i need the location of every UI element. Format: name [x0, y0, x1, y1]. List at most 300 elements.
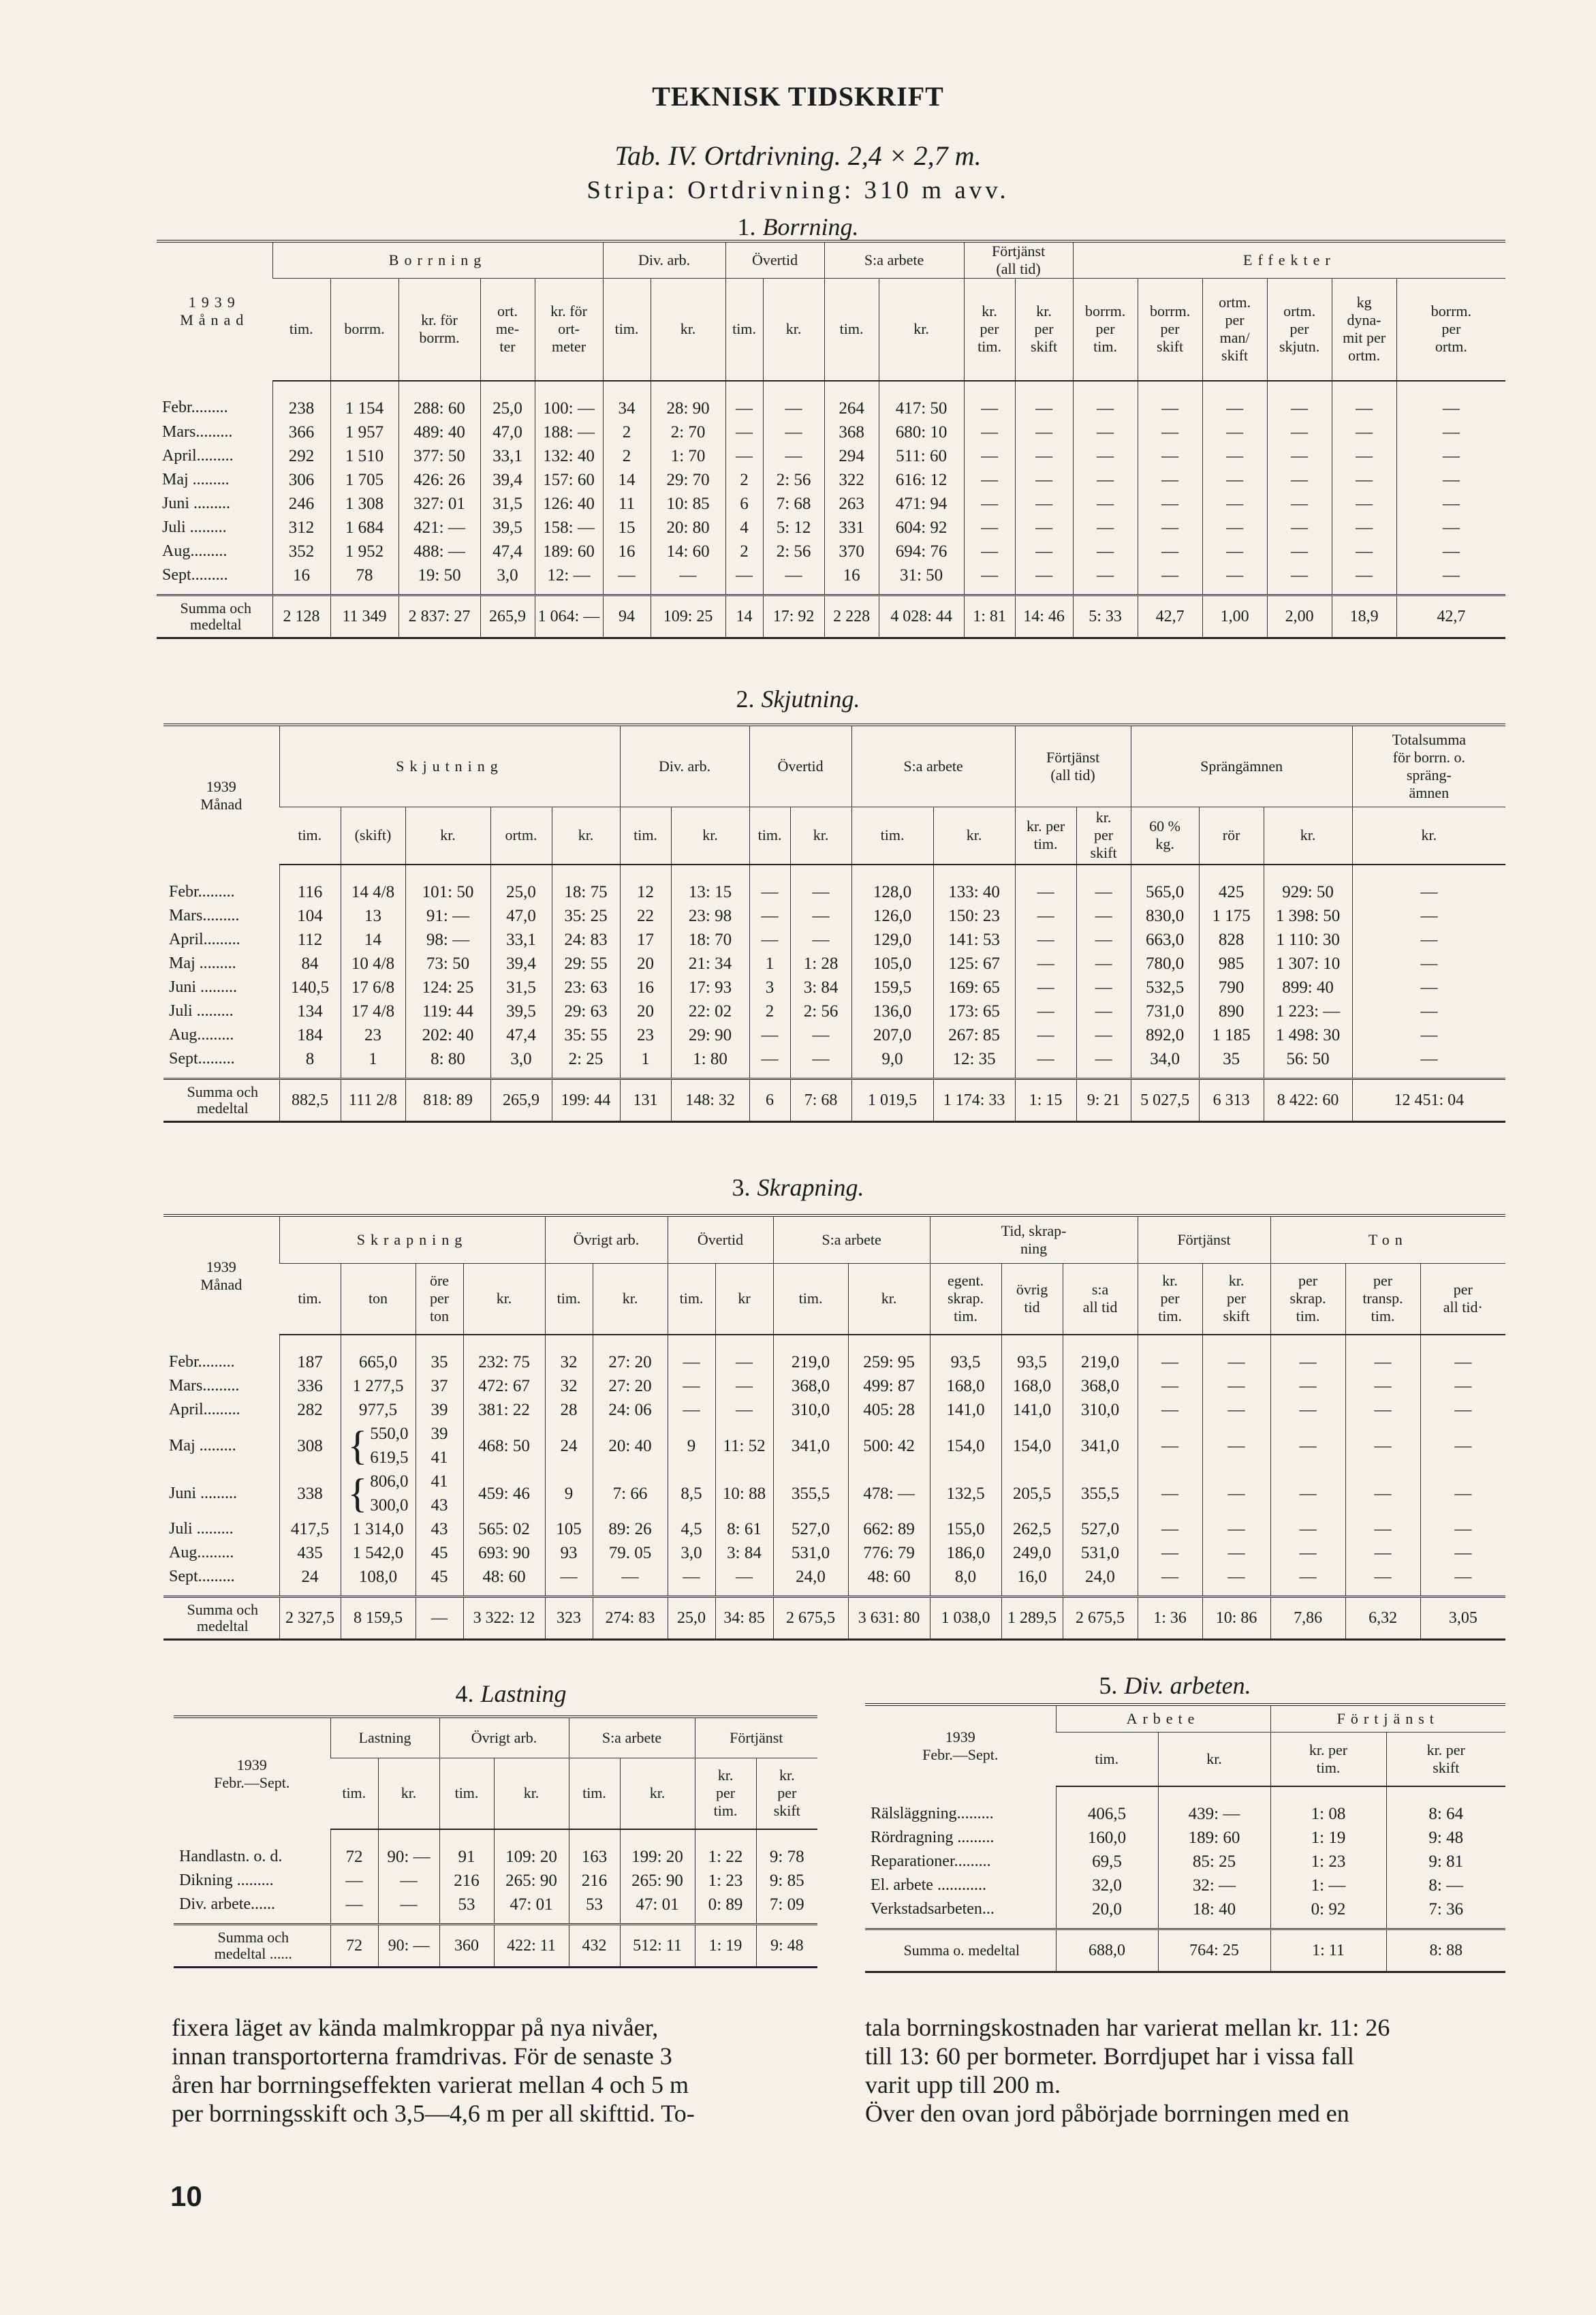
table-row [163, 999, 1505, 1023]
body-text-right [865, 2013, 1516, 2128]
table-cell: — [1420, 1517, 1505, 1541]
table-cell: 892,0 [1131, 1023, 1199, 1047]
table-cell: — [1076, 999, 1131, 1023]
table-cell: 1 [749, 952, 790, 976]
table-cell: 35 [416, 1335, 463, 1374]
table-cell: 5 027,5 [1131, 1079, 1199, 1122]
table-cell: 531,0 [1063, 1541, 1138, 1565]
col-header: rör [1199, 807, 1264, 865]
table-cell: — [378, 1893, 439, 1925]
table-cell: 6,32 [1345, 1597, 1420, 1640]
table-cell: — [1352, 1047, 1505, 1079]
table-cell: 2 [725, 468, 763, 492]
table-cell: 18: 70 [671, 928, 749, 952]
table-cell: 2: 56 [763, 468, 824, 492]
table-cell: 22 [620, 904, 671, 928]
table-cell: 977,5 [341, 1398, 416, 1422]
table-cell: 42,7 [1138, 595, 1202, 638]
table-cell: 2 [603, 444, 651, 468]
table-cell: 56: 50 [1264, 1047, 1352, 1079]
table-cell: — [715, 1565, 773, 1597]
table-cell: 929: 50 [1264, 865, 1352, 904]
table-cell: 2: 56 [763, 540, 824, 563]
col-header: kr. [378, 1758, 439, 1829]
table-cell: — [1270, 1470, 1345, 1517]
table-cell: — [1073, 492, 1138, 516]
table-cell: 306 [272, 468, 330, 492]
table-cell: 331 [824, 516, 879, 540]
group-header-ovrigt: Övrigt arb. [439, 1717, 569, 1758]
table-cell: 8 159,5 [341, 1597, 416, 1640]
text-line: tala borrningskostnaden har varierat mellan kr. 11: 26 [865, 2014, 1390, 2041]
table-cell: 219,0 [773, 1335, 848, 1374]
table-cell: — [1396, 540, 1505, 563]
table-cell: — [1267, 444, 1332, 468]
table-cell: 39,4 [480, 468, 535, 492]
table-cell: 39,4 [490, 952, 552, 976]
table-cell: 405: 28 [848, 1398, 930, 1422]
table-cell: 35: 25 [552, 904, 620, 928]
table-cell: — [1073, 540, 1138, 563]
table-cell: — [1202, 1517, 1270, 1541]
table-cell: 1 705 [330, 468, 398, 492]
table-cell: 93,5 [1001, 1335, 1063, 1374]
table-cell: 10 4/8 [341, 952, 405, 976]
table-cell: 14 [725, 595, 763, 638]
table-cell: 4 [725, 516, 763, 540]
table-cell: — [668, 1565, 715, 1597]
table-cell: 360 [439, 1925, 494, 1968]
row-label: Juni ......... [169, 1484, 238, 1502]
table-cell: 28: 90 [651, 381, 725, 420]
table-cell: 186,0 [930, 1541, 1001, 1565]
table-cell: 94 [603, 595, 651, 638]
table-cell: — [1138, 420, 1202, 444]
table-cell: 8: 88 [1386, 1929, 1505, 1972]
table-cell: — [1138, 1565, 1202, 1597]
table-cell: — [1345, 1335, 1420, 1374]
table-cell: 89: 26 [593, 1517, 668, 1541]
col-header: öre per ton [416, 1263, 463, 1335]
table-cell: 219,0 [1063, 1335, 1138, 1374]
table-cell: 18,9 [1332, 595, 1396, 638]
table-row [163, 1374, 1505, 1398]
table-cell: 9 [668, 1422, 715, 1470]
col-header: tim. [749, 807, 790, 865]
table-row [157, 492, 1505, 516]
table-cell: 79. 05 [593, 1541, 668, 1565]
table-cell: 39 41 [416, 1422, 463, 1470]
borrning-table [157, 240, 1505, 639]
table-cell: — [1202, 1470, 1270, 1517]
table-cell: 417: 50 [879, 381, 964, 420]
group-header-fortjanst: Förtjänst [695, 1717, 817, 1758]
table-cell: 9 [545, 1470, 593, 1517]
table-cell: 35 [1199, 1047, 1264, 1079]
table-cell: 890 [1199, 999, 1264, 1023]
table-cell: — [1138, 1470, 1202, 1517]
col-header: kr. [651, 279, 725, 381]
table-cell: 5: 33 [1073, 595, 1138, 638]
table-cell: 370 [824, 540, 879, 563]
table-cell: 16 [272, 563, 330, 595]
table-cell: 425 [1199, 865, 1264, 904]
table-cell: 111 2/8 [341, 1079, 405, 1122]
table-cell: 128,0 [851, 865, 933, 904]
table-cell: 205,5 [1001, 1470, 1063, 1517]
table-cell: 14 [341, 928, 405, 952]
row-label: Juni ......... [169, 978, 238, 996]
table-cell: 4 028: 44 [879, 595, 964, 638]
table-cell: 9: 81 [1386, 1850, 1505, 1874]
table-cell: 1 498: 30 [1264, 1023, 1352, 1047]
table-cell: — [1396, 468, 1505, 492]
group-header-overtid: Övertid [668, 1215, 773, 1263]
table-cell: — [1138, 444, 1202, 468]
row-label: Juli ......... [169, 1002, 234, 1020]
table-cell: 47,0 [480, 420, 535, 444]
table-cell: 24: 83 [552, 928, 620, 952]
table-cell: 109: 25 [651, 595, 725, 638]
table-cell: — [1345, 1565, 1420, 1597]
table-cell: — [1202, 1541, 1270, 1565]
table-cell: — [1138, 1398, 1202, 1422]
table-cell: 22: 02 [671, 999, 749, 1023]
table-row [865, 1786, 1505, 1826]
table-cell: 134 [279, 999, 341, 1023]
table-cell: 104 [279, 904, 341, 928]
col-header: kr. per tim. [1270, 1732, 1386, 1786]
table-cell: 124: 25 [405, 976, 490, 999]
table-cell: 731,0 [1131, 999, 1199, 1023]
table-cell: 776: 79 [848, 1541, 930, 1565]
row-label: El. arbete ............ [871, 1876, 986, 1894]
table-cell: — [1352, 865, 1505, 904]
table-cell: 471: 94 [879, 492, 964, 516]
table-row [163, 1422, 1505, 1470]
table-cell: — [330, 1893, 378, 1925]
table-cell: 232: 75 [463, 1335, 545, 1374]
table-cell: 422: 11 [494, 1925, 569, 1968]
table-cell: 48: 60 [848, 1565, 930, 1597]
table-cell: 1 223: — [1264, 999, 1352, 1023]
table-cell: 159,5 [851, 976, 933, 999]
table-cell: 1: 19 [695, 1925, 756, 1968]
table-cell: 84 [279, 952, 341, 976]
table-row [163, 1541, 1505, 1565]
table-cell: 131 [620, 1079, 671, 1122]
table-cell: 312 [272, 516, 330, 540]
table-cell: 3,05 [1420, 1597, 1505, 1640]
table-cell: — [1267, 492, 1332, 516]
row-label: Verkstadsarbeten... [871, 1900, 995, 1918]
group-header-borrning: Borrning [272, 241, 603, 279]
table-cell: 32,0 [1056, 1874, 1158, 1897]
table-cell: — [1076, 1047, 1131, 1079]
col-header: ortm. per man/ skift [1202, 279, 1267, 381]
group-header-fortjanst: Förtjänst (all tid) [964, 241, 1073, 279]
table-cell: 3: 84 [715, 1541, 773, 1565]
table-cell: 27: 20 [593, 1374, 668, 1398]
table-cell: — [763, 444, 824, 468]
row-label: Mars......... [169, 907, 240, 925]
table-cell: 531,0 [773, 1541, 848, 1565]
table-cell: 133: 40 [933, 865, 1015, 904]
table-cell: 265,9 [490, 1079, 552, 1122]
col-header: kr. för borrm. [398, 279, 480, 381]
table-cell: — [1202, 492, 1267, 516]
table-cell: 13 [341, 904, 405, 928]
table-cell: 830,0 [1131, 904, 1199, 928]
table-row [163, 1335, 1505, 1374]
table-cell: — [1202, 1335, 1270, 1374]
col-header: kr. [763, 279, 824, 381]
table-row [163, 1470, 1505, 1517]
table-cell: 27: 20 [593, 1335, 668, 1374]
table-cell: — [1015, 904, 1076, 928]
table-cell: 17: 92 [763, 595, 824, 638]
month-header: 1939 Månad [180, 294, 249, 329]
group-header-ton: Ton [1270, 1215, 1505, 1263]
table-cell: 7,86 [1270, 1597, 1345, 1640]
table-cell: — [1345, 1422, 1420, 1470]
table-cell: 20 [620, 999, 671, 1023]
table-row [163, 865, 1505, 904]
table-cell: 47,0 [490, 904, 552, 928]
row-label: Sept......... [169, 1050, 235, 1068]
group-header-ovrigt: Övrigt arb. [545, 1215, 668, 1263]
col-header: kr. [790, 807, 851, 865]
table-cell: 202: 40 [405, 1023, 490, 1047]
table-cell: 18: 40 [1158, 1897, 1270, 1929]
table-cell: 1: 19 [1270, 1826, 1386, 1850]
table-cell: 499: 87 [848, 1374, 930, 1398]
table-cell: — [1015, 468, 1073, 492]
section-title-skjutning: 2. Skjutning. [736, 685, 860, 713]
table-cell: — [1202, 1565, 1270, 1597]
table-cell: 688,0 [1056, 1929, 1158, 1972]
table-cell: — [1015, 381, 1073, 420]
div-arbeten-table [865, 1703, 1505, 1973]
table-cell: 98: — [405, 928, 490, 952]
group-header-lastning: Lastning [330, 1717, 439, 1758]
table-cell: — [1420, 1541, 1505, 1565]
table-cell: 1: 22 [695, 1829, 756, 1869]
table-cell: 2 [725, 540, 763, 563]
row-label: Febr......... [162, 399, 228, 416]
table-cell: 8,5 [668, 1470, 715, 1517]
table-cell: 72 [330, 1829, 378, 1869]
col-header: tim. [851, 807, 933, 865]
table-cell: 116 [279, 865, 341, 904]
table-cell: — [1015, 516, 1073, 540]
table-cell: 565,0 [1131, 865, 1199, 904]
table-cell: 2,00 [1267, 595, 1332, 638]
table-cell: — [1015, 1023, 1076, 1047]
table-cell: — [1396, 381, 1505, 420]
table-cell: 263 [824, 492, 879, 516]
table-cell: — [1138, 1335, 1202, 1374]
row-label: Rälsläggning......... [871, 1804, 994, 1822]
col-header: tim. [330, 1758, 378, 1829]
table-cell: 2: 70 [651, 420, 725, 444]
table-cell: 14: 60 [651, 540, 725, 563]
col-header: tim. [824, 279, 879, 381]
table-cell: 148: 32 [671, 1079, 749, 1122]
table-cell: 246 [272, 492, 330, 516]
table-cell: 1: 28 [790, 952, 851, 976]
table-cell: 377: 50 [398, 444, 480, 468]
col-header: kr. [552, 807, 620, 865]
table-cell: — [1202, 540, 1267, 563]
table-cell: 45 [416, 1565, 463, 1597]
table-row [163, 1565, 1505, 1597]
table-cell: 41 43 [416, 1470, 463, 1517]
table-row [865, 1850, 1505, 1874]
table-cell: — [1267, 420, 1332, 444]
table-cell: — [1270, 1374, 1345, 1398]
table-cell: — [1345, 1470, 1420, 1517]
table-cell: — [378, 1869, 439, 1893]
table-cell: 53 [569, 1893, 620, 1925]
table-cell: 168,0 [1001, 1374, 1063, 1398]
table-cell: — [725, 444, 763, 468]
table-cell: — [1202, 444, 1267, 468]
table-cell: 31,5 [480, 492, 535, 516]
table-cell: 381: 22 [463, 1398, 545, 1422]
table-cell: 47: 01 [620, 1893, 695, 1925]
table-row [163, 928, 1505, 952]
table-cell: 12: — [535, 563, 603, 595]
table-cell: 29: 63 [552, 999, 620, 1023]
col-header: kr. [848, 1263, 930, 1335]
table-cell: — [964, 516, 1015, 540]
table-cell: 1: 23 [1270, 1850, 1386, 1874]
table-cell: 72 [330, 1925, 378, 1968]
table-cell: 34: 85 [715, 1597, 773, 1640]
table-row [157, 563, 1505, 595]
table-cell: 42,7 [1396, 595, 1505, 638]
col-header: 60 % kg. [1131, 807, 1199, 865]
table-cell: — [1076, 904, 1131, 928]
group-header-effekter: Effekter [1073, 241, 1505, 279]
table-cell: 259: 95 [848, 1335, 930, 1374]
table-cell: 7: 36 [1386, 1897, 1505, 1929]
table-cell: 3,0 [480, 563, 535, 595]
table-cell: 764: 25 [1158, 1929, 1270, 1972]
table-cell: 3 322: 12 [463, 1597, 545, 1640]
table-row [157, 420, 1505, 444]
table-cell: 207,0 [851, 1023, 933, 1047]
table-cell: — [1202, 1374, 1270, 1398]
table-cell: 1 510 [330, 444, 398, 468]
table-cell: 17 6/8 [341, 976, 405, 999]
row-label: Juli ......... [162, 518, 227, 536]
col-header: tim. [569, 1758, 620, 1829]
col-header: kr. [671, 807, 749, 865]
table-cell: 439: — [1158, 1786, 1270, 1826]
table-cell: 1,00 [1202, 595, 1267, 638]
table-cell: — [763, 381, 824, 420]
table-cell: 20,0 [1056, 1897, 1158, 1929]
table-cell: 39 [416, 1398, 463, 1422]
table-cell: 818: 89 [405, 1079, 490, 1122]
table-cell: 267: 85 [933, 1023, 1015, 1047]
table-cell: — [1420, 1422, 1505, 1470]
table-cell: 292 [272, 444, 330, 468]
table-cell: 10: 88 [715, 1470, 773, 1517]
table-cell: — [1420, 1470, 1505, 1517]
table-cell: — [790, 865, 851, 904]
col-header: per all tid· [1420, 1263, 1505, 1335]
table-cell: 1 957 [330, 420, 398, 444]
col-header: tim. [725, 279, 763, 381]
table-cell: 53 [439, 1893, 494, 1925]
col-header: ton [341, 1263, 416, 1335]
col-header: tim. [545, 1263, 593, 1335]
table-cell: 1 952 [330, 540, 398, 563]
col-header: tim. [773, 1263, 848, 1335]
table-row [865, 1897, 1505, 1929]
table-cell: 1 398: 50 [1264, 904, 1352, 928]
brace-icon: { [347, 1423, 368, 1468]
table-cell: 432 [569, 1925, 620, 1968]
row-label: Summa o. medeltal [865, 1929, 1056, 1972]
table-cell: 29: 70 [651, 468, 725, 492]
table-cell: 308 [279, 1422, 341, 1470]
table-cell: 168,0 [930, 1374, 1001, 1398]
summary-row [163, 1079, 1505, 1122]
table-cell: 882,5 [279, 1079, 341, 1122]
table-cell: 25,0 [490, 865, 552, 904]
table-cell: — [1420, 1335, 1505, 1374]
table-cell: 264 [824, 381, 879, 420]
table-cell: 126,0 [851, 904, 933, 928]
table-cell: 2 327,5 [279, 1597, 341, 1640]
table-row [157, 444, 1505, 468]
table-cell: 100: — [535, 381, 603, 420]
table-row [163, 904, 1505, 928]
table-row [163, 1398, 1505, 1422]
text-line: varit upp till 200 m. [865, 2071, 1061, 2098]
table-row [157, 540, 1505, 563]
table-cell: 322 [824, 468, 879, 492]
table-cell: 368,0 [773, 1374, 848, 1398]
table-cell: 25,0 [480, 381, 535, 420]
table-cell: 527,0 [1063, 1517, 1138, 1541]
table-cell: 693: 90 [463, 1541, 545, 1565]
table-cell: 29: 55 [552, 952, 620, 976]
table-cell: — [1015, 928, 1076, 952]
table-cell: — [1076, 976, 1131, 999]
col-header: kr. per tim. [695, 1758, 756, 1829]
row-label: Summa och medeltal [157, 595, 272, 638]
table-row [163, 952, 1505, 976]
table-cell: — [1270, 1565, 1345, 1597]
table-cell: 23 [620, 1023, 671, 1047]
col-header: borrm. per skift [1138, 279, 1202, 381]
col-header: tim. [279, 807, 341, 865]
table-cell: 6 313 [1199, 1079, 1264, 1122]
table-cell: — [715, 1398, 773, 1422]
table-cell: { 550,0 619,5 [341, 1422, 416, 1470]
table-row [174, 1869, 817, 1893]
table-cell: — [790, 904, 851, 928]
table-cell: 47,4 [490, 1023, 552, 1047]
table-cell: 199: 44 [552, 1079, 620, 1122]
table-cell: 24: 06 [593, 1398, 668, 1422]
table-cell: 790 [1199, 976, 1264, 999]
